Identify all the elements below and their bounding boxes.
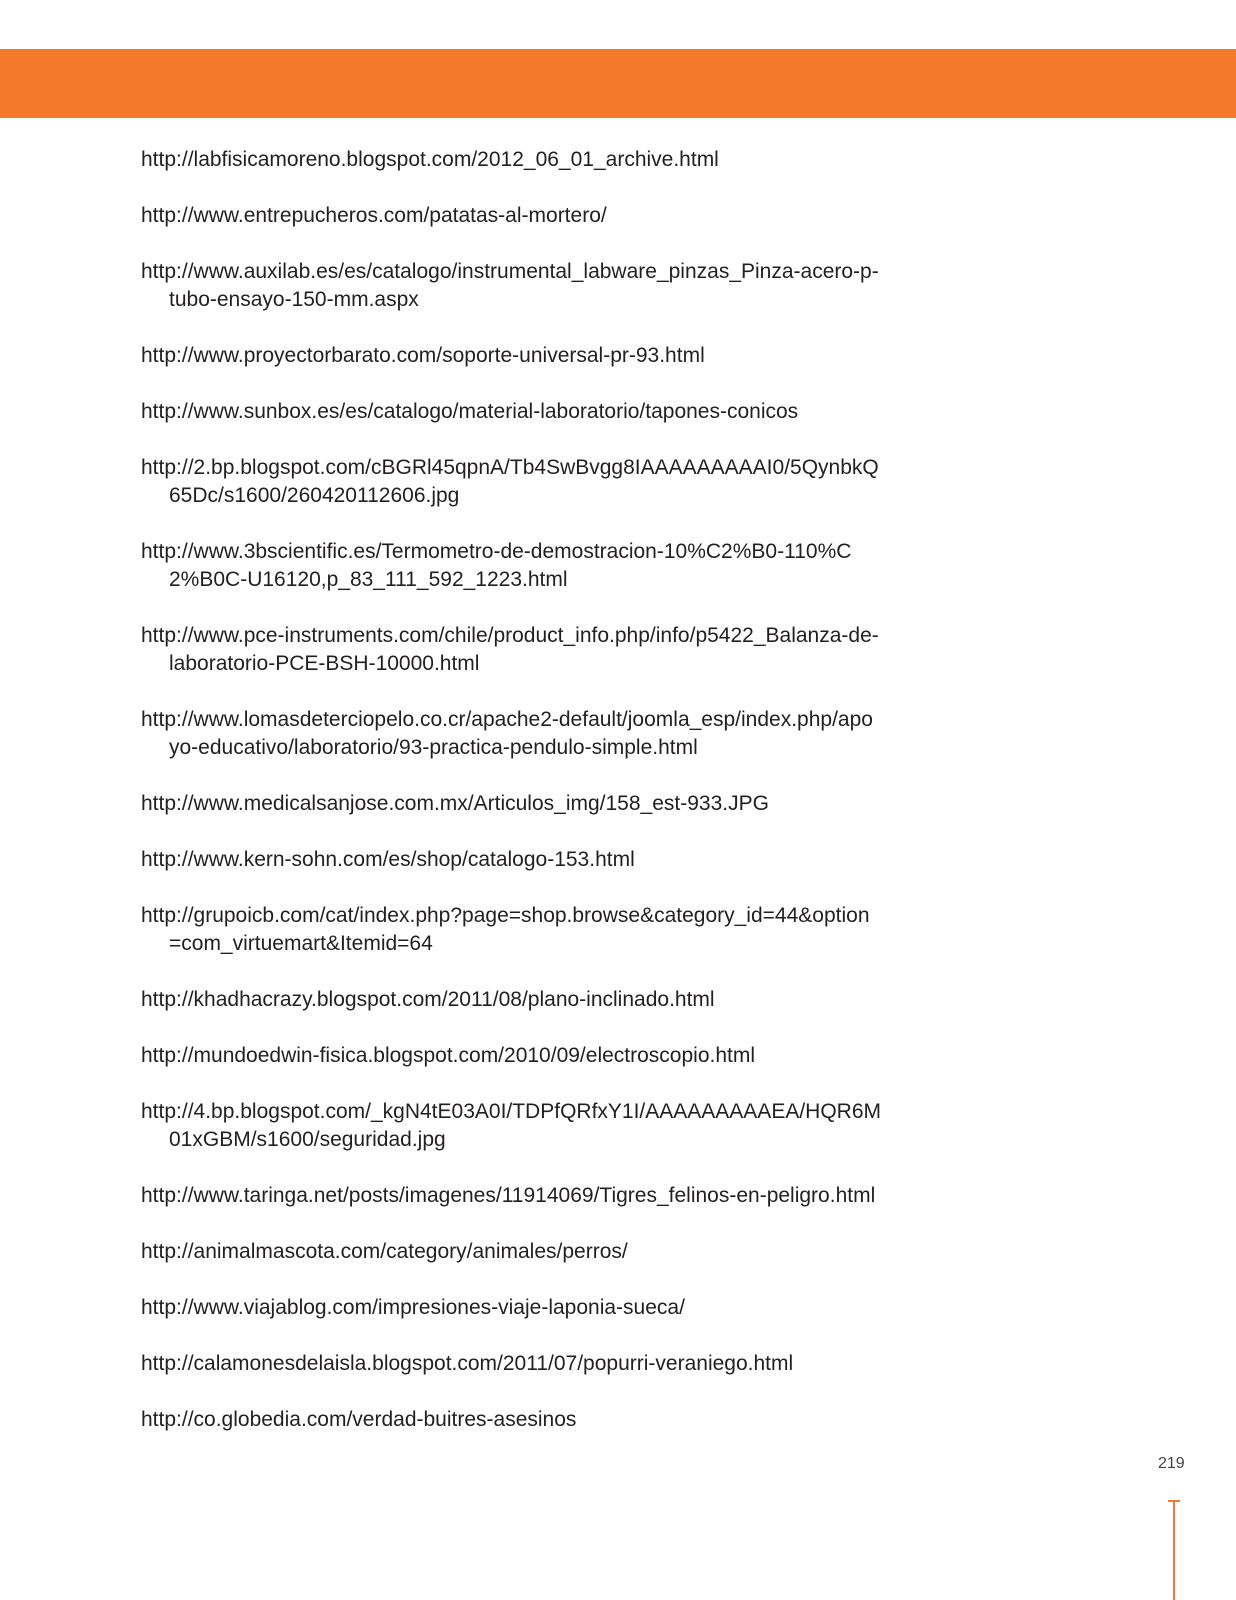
- reference-item: http://co.globedia.com/verdad-buitres-asesinos: [141, 1408, 577, 1431]
- reference-item: http://www.auxilab.es/es/catalogo/instrumental_labware_pinzas_Pinza-acero-p-tubo-ensayo-150-mm.aspx: [141, 260, 879, 311]
- reference-item: http://grupoicb.com/cat/index.php?page=shop.browse&category_id=44&option=com_virtuemart&Itemid=64: [141, 904, 870, 955]
- reference-item: http://www.kern-sohn.com/es/shop/catalogo-153.html: [141, 848, 635, 871]
- reference-item: http://www.medicalsanjose.com.mx/Articulos_img/158_est-933.JPG: [141, 792, 769, 815]
- reference-item: http://mundoedwin-fisica.blogspot.com/2010/09/electroscopio.html: [141, 1044, 756, 1067]
- reference-list: [141, 146, 881, 1434]
- reference-item: http://www.3bscientific.es/Termometro-de-demostracion-10%C2%B0-110%C2%B0C-U16120,p_83_111_592_1223.html: [141, 540, 852, 591]
- reference-item: http://www.lomasdeterciopelo.co.cr/apache2-default/joomla_esp/index.php/apoyo-educativo/laboratorio/93-practica-pendulo-simple.html: [141, 708, 873, 759]
- reference-item: http://www.sunbox.es/es/catalogo/material-laboratorio/tapones-conicos: [141, 400, 799, 423]
- reference-item: http://animalmascota.com/category/animales/perros/: [141, 1240, 628, 1263]
- reference-item: http://www.entrepucheros.com/patatas-al-mortero/: [141, 204, 607, 227]
- reference-item: http://2.bp.blogspot.com/cBGRl45qpnA/Tb4SwBvgg8IAAAAAAAAAI0/5QynbkQ65Dc/s1600/260420112606.jpg: [141, 456, 879, 507]
- reference-item: http://calamonesdelaisla.blogspot.com/2011/07/popurri-veraniego.html: [141, 1352, 794, 1375]
- reference-item: http://4.bp.blogspot.com/_kgN4tE03A0I/TDPfQRfxY1I/AAAAAAAAAEA/HQR6M01xGBM/s1600/seguridad.jpg: [141, 1100, 882, 1151]
- reference-item: http://www.pce-instruments.com/chile/product_info.php/info/p5422_Balanza-de-laboratorio-PCE-BSH-10000.html: [141, 624, 879, 675]
- reference-item: http://www.taringa.net/posts/imagenes/11914069/Tigres_felinos-en-peligro.html: [141, 1184, 876, 1207]
- header-color-band: [0, 49, 1236, 118]
- reference-item: http://labfisicamoreno.blogspot.com/2012_06_01_archive.html: [141, 148, 719, 171]
- reference-item: http://khadhacrazy.blogspot.com/2011/08/plano-inclinado.html: [141, 988, 715, 1011]
- page-number: 219: [1158, 1455, 1185, 1472]
- page-marker-rule: [1173, 1500, 1175, 1600]
- reference-item: http://www.viajablog.com/impresiones-viaje-laponia-sueca/: [141, 1296, 685, 1319]
- reference-item: http://www.proyectorbarato.com/soporte-universal-pr-93.html: [141, 344, 705, 367]
